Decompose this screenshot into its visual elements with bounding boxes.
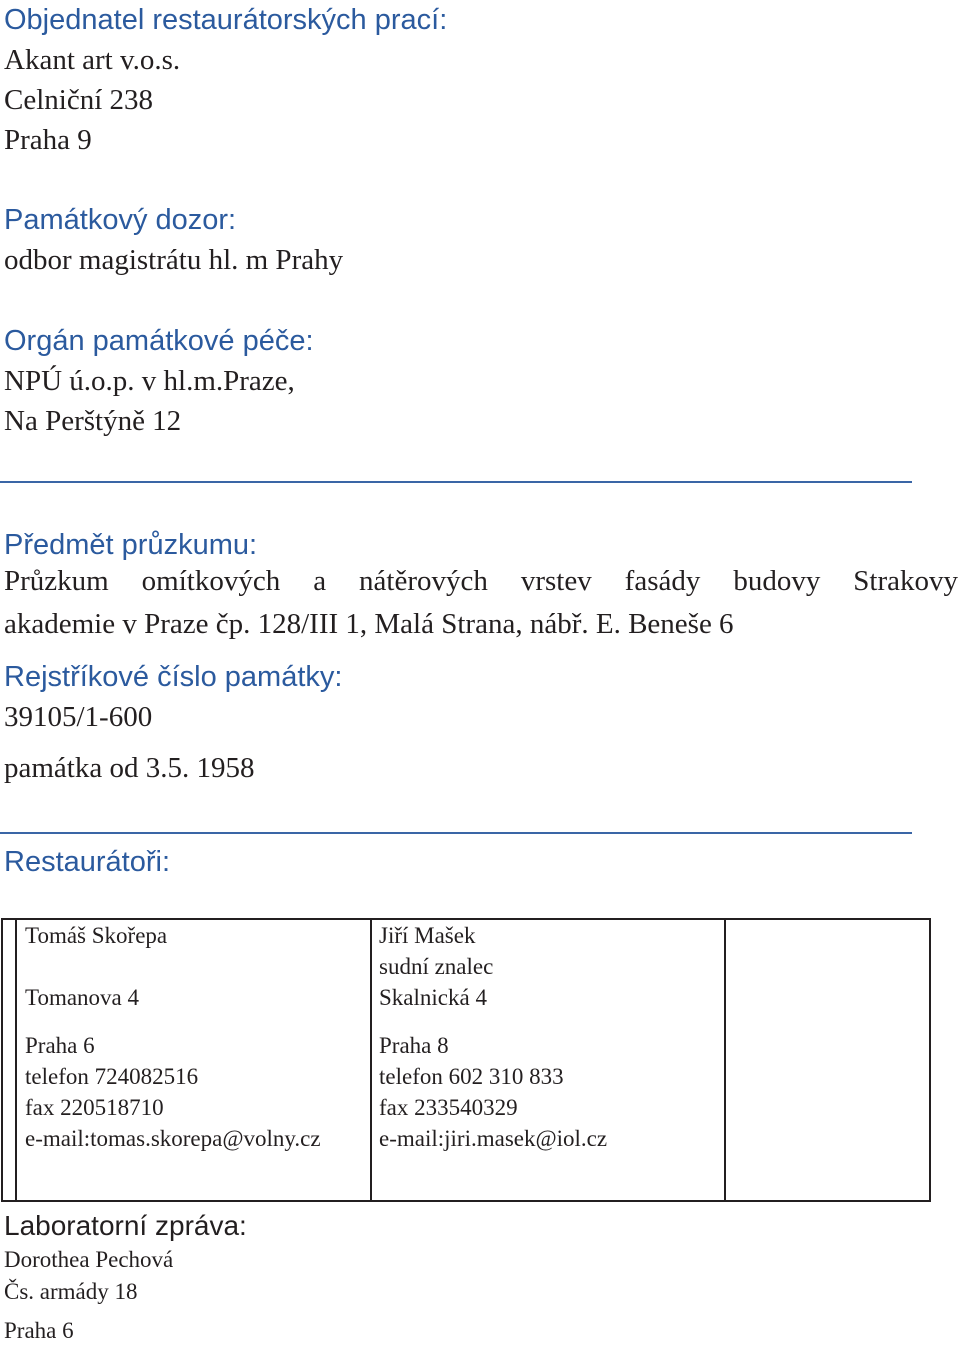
- restorer-2-fax: fax 233540329: [379, 1095, 518, 1120]
- lab-report-heading: Laboratorní zpráva:: [4, 1210, 247, 1241]
- registry-section: [4, 657, 960, 737]
- client-heading: Objednatel restaurátorských prací:: [4, 4, 448, 36]
- subject-line-2: akademie v Praze čp. 128/III 1, Malá Strana, nábř. E. Beneše 6: [4, 608, 734, 640]
- supervision-heading: Památkový dozor:: [4, 204, 237, 236]
- restorer-2-cell: [371, 919, 725, 1201]
- divider-2: [0, 832, 912, 834]
- table-margin-cell: [2, 919, 16, 1201]
- lab-report-name: Dorothea Pechová: [4, 1247, 174, 1272]
- subject-body: [4, 560, 958, 646]
- registry-since: památka od 3.5. 1958: [4, 752, 255, 784]
- lab-report-city: Praha 6: [4, 1318, 74, 1343]
- restorer-1-street: Tomanova 4: [25, 985, 140, 1010]
- client-city: Praha 9: [4, 124, 92, 156]
- registry-number: 39105/1-600: [4, 701, 153, 733]
- restorer-1-city: Praha 6: [25, 1033, 95, 1058]
- restorers-table: [1, 918, 931, 1202]
- registry-heading: Rejstříkové číslo památky:: [4, 661, 343, 693]
- supervision-section: [4, 200, 960, 280]
- restorer-1-fax: fax 220518710: [25, 1095, 164, 1120]
- authority-street: Na Perštýně 12: [4, 405, 182, 437]
- registry-since-wrap: [4, 748, 960, 788]
- restorers-heading: Restaurátoři:: [4, 846, 171, 878]
- authority-heading: Orgán památkové péče:: [4, 325, 314, 357]
- restorers-heading-wrap: [4, 842, 960, 882]
- restorer-1-role: [25, 951, 370, 982]
- restorer-2-city: Praha 8: [379, 1033, 449, 1058]
- restorer-1-email: e-mail:tomas.skorepa@volny.cz: [25, 1126, 321, 1151]
- subject-heading: Předmět průzkumu:: [4, 529, 258, 561]
- lab-report-section: [4, 1244, 173, 1347]
- client-name: Akant art v.o.s.: [4, 44, 181, 76]
- restorer-2-email: e-mail:jiri.masek@iol.cz: [379, 1126, 608, 1151]
- client-section: [4, 0, 960, 160]
- supervision-body: odbor magistrátu hl. m Prahy: [4, 244, 344, 276]
- restorer-2-street: Skalnická 4: [379, 985, 487, 1010]
- divider-1: [0, 481, 912, 483]
- restorer-2-phone: telefon 602 310 833: [379, 1064, 564, 1089]
- restorer-2-role: sudní znalec: [379, 954, 494, 979]
- client-street: Celniční 238: [4, 84, 154, 116]
- restorer-1-phone: telefon 724082516: [25, 1064, 199, 1089]
- authority-name: NPÚ ú.o.p. v hl.m.Praze,: [4, 365, 295, 397]
- lab-report-street: Čs. armády 18: [4, 1279, 138, 1304]
- subject-line-1: Průzkum omítkových a nátěrových vrstev fasády budovy Strakovy: [4, 565, 958, 597]
- restorer-2-name: Jiří Mašek: [379, 923, 476, 948]
- subject-heading-wrap: [4, 525, 960, 565]
- table-empty-cell: [725, 919, 930, 1201]
- restorer-1-name: Tomáš Skořepa: [25, 923, 168, 948]
- restorer-1-cell: [16, 919, 371, 1201]
- authority-section: [4, 321, 960, 441]
